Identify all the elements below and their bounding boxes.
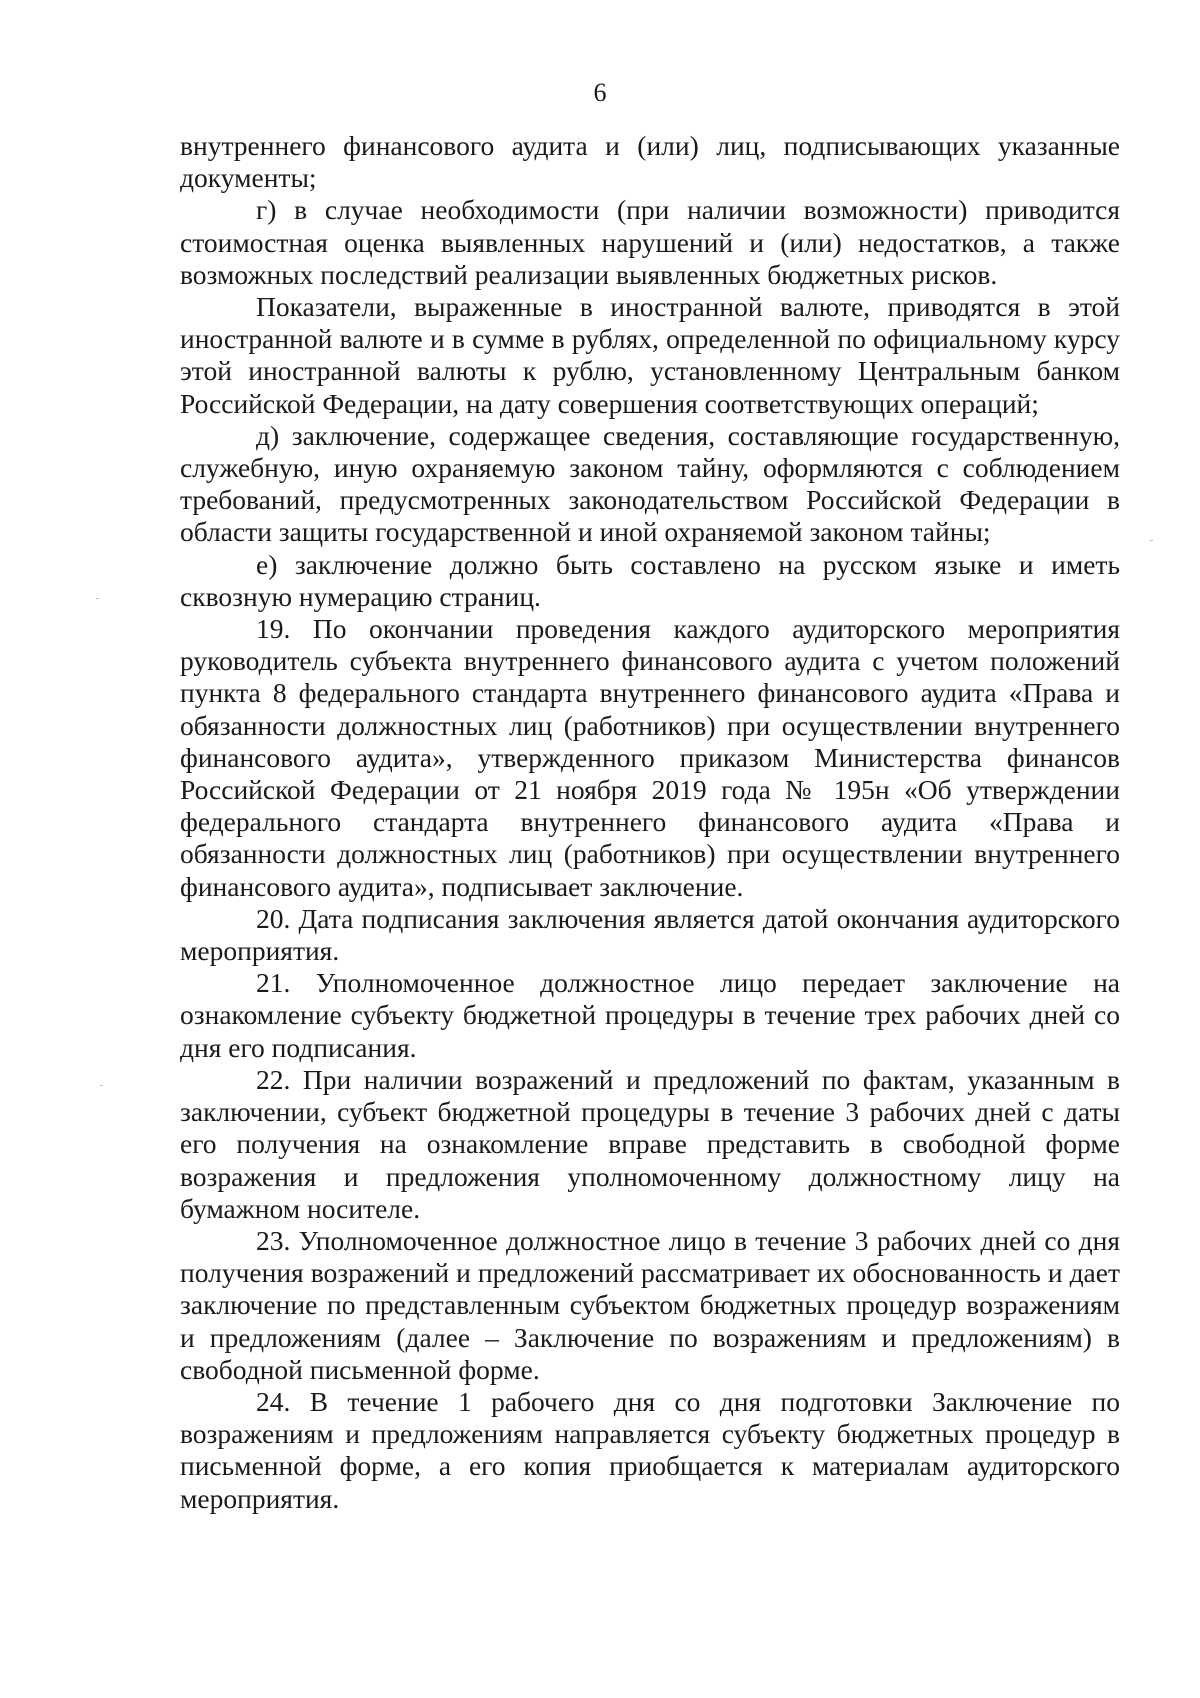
paragraph-continuation: внутреннего финансового аудита и (или) лиц, подписывающих указанные документы; [180,130,1120,194]
paragraph-20: 20. Дата подписания заключения является датой окончания аудиторского мероприятия. [180,902,1120,967]
paragraph-24: 24. В течение 1 рабочего дня со дня подготовки Заключение по возражениям и предложениям направляется субъекту бюджетных процедур в письменной форме, а его копия приобщается к материалам аудиторского мероприятия. [180,1385,1120,1514]
page-number: 6 [593,78,607,107]
scan-artifact [1150,540,1153,541]
paragraph-23: 23. Уполномоченное должностное лицо в течение 3 рабочих дней со дня получения возражений и предложений рассматривает их обоснованность и дает заключение по представленным субъектом бюджетных процедур возражениям и предложениям (далее – Заключение по возражениям и предложениям) в свободной письменной форме. [180,1224,1120,1385]
document-body [180,130,1120,1515]
paragraph-21: 21. Уполномоченное должностное лицо передает заключение на ознакомление субъекту бюджетной процедуры в течение трех рабочих дней со дня его подписания. [180,967,1120,1063]
paragraph-item-g: г) в случае необходимости (при наличии возможности) приводится стоимостная оценка выявленных нарушений и (или) недостатков, а также возможных последствий реализации выявленных бюджетных рисков. [180,194,1120,290]
paragraph-19: 19. По окончании проведения каждого аудиторского мероприятия руководитель субъекта внутреннего финансового аудита с учетом положений пункта 8 федерального стандарта внутреннего финансового аудита «Права и обязанности должностных лиц (работников) при осуществлении внутреннего финансового аудита», утвержденного приказом Министерства финансов Российской Федерации от 21 ноября 2019 года № 195н «Об утверждении федерального стандарта внутреннего финансового аудита «Права и обязанности должностных лиц (работников) при осуществлении внутреннего финансового аудита», подписывает заключение. [180,613,1120,902]
paragraph-item-d: д) заключение, содержащее сведения, составляющие государственную, служебную, иную охраняемую законом тайну, оформляются с соблюдением требований, предусмотренных законодательством Российской Федерации в области защиты государственной и иной охраняемой законом тайны; [180,419,1120,548]
scan-artifact [100,1085,103,1086]
paragraph-item-e: е) заключение должно быть составлено на русском языке и иметь сквозную нумерацию страниц. [180,548,1120,612]
paragraph-22: 22. При наличии возражений и предложений по фактам, указанным в заключении, субъект бюджетной процедуры в течение 3 рабочих дней с даты его получения на ознакомление вправе представить в свободной форме возражения и предложения уполномоченному должностному лицу на бумажном носителе. [180,1063,1120,1224]
scan-artifact [96,598,99,599]
paragraph-foreign-currency: Показатели, выраженные в иностранной валюте, приводятся в этой иностранной валюте и в сумме в рублях, определенной по официальному курсу этой иностранной валюты к рублю, установленному Центральным банком Российской Федерации, на дату совершения соответствующих операций; [180,291,1120,419]
